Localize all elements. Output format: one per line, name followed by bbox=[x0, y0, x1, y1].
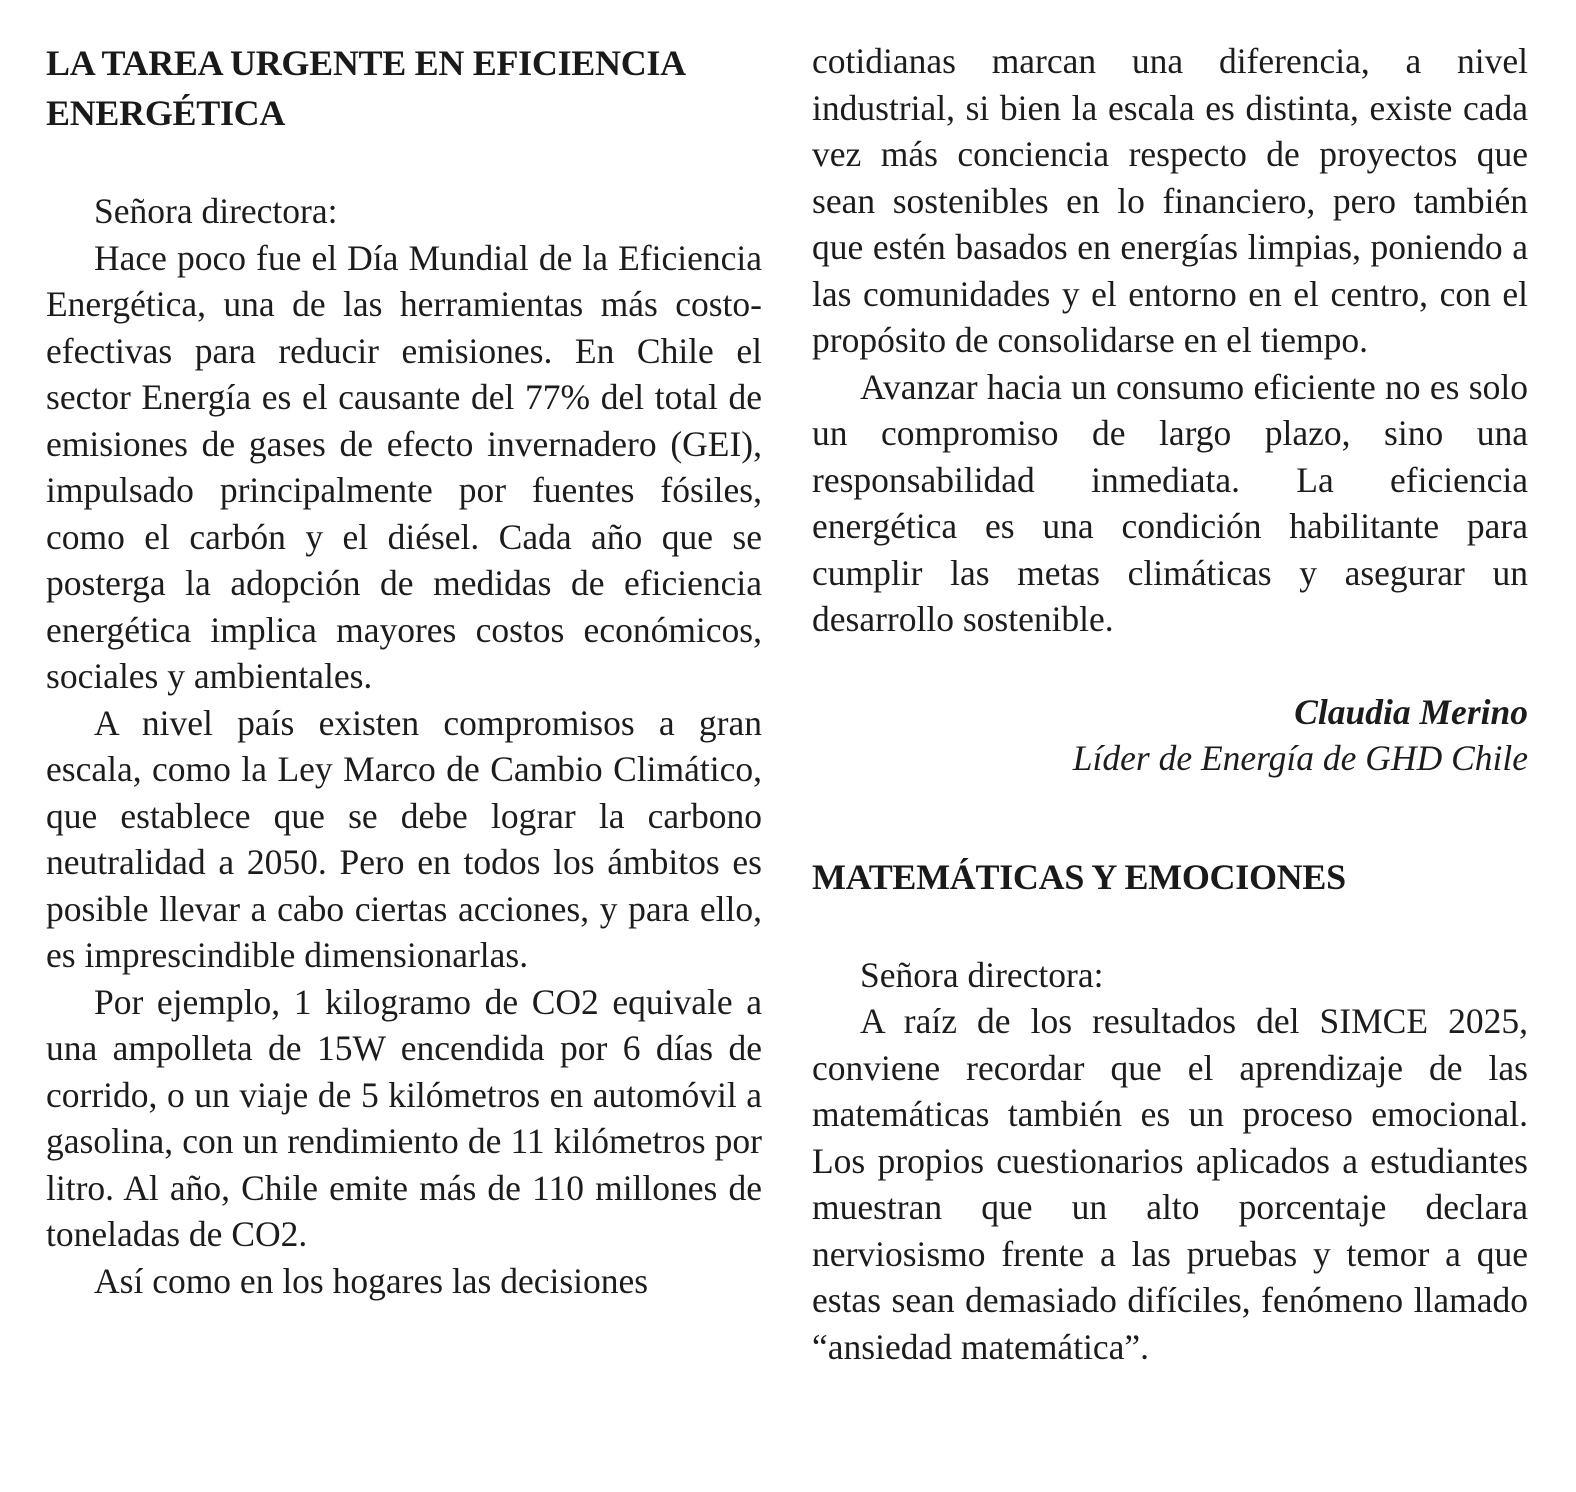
article2-paragraph-1: A raíz de los resultados del SIMCE 2025, conviene recordar que el aprendizaje de las matemáticas también es un proceso emocional. Los propios cuestionarios aplicados a estudiantes muestran que un alto porcentaje declara nerviosismo frente a las pruebas y temor a que estas sean demasiado difíciles, fenómeno llamado “ansiedad matemática”. bbox=[812, 1001, 1528, 1367]
article1-author-title: Líder de Energía de GHD Chile bbox=[1072, 738, 1528, 778]
article1-author-name: Claudia Merino bbox=[1294, 691, 1528, 732]
article1-salutation: Señora directora: bbox=[94, 191, 338, 231]
article1-paragraph-2: A nivel país existen compromisos a gran escala, como la Ley Marco de Cambio Climático, que establece que se debe lograr la carbono neutralidad a 2050. Pero en todos los ámbitos es posible llevar a cabo ciertas acciones, y para ello, es imprescindible dimensionarlas. bbox=[46, 702, 762, 975]
article1-paragraph-3: Por ejemplo, 1 kilogramo de CO2 equivale a una ampolleta de 15W encendida por 6 días de corrido, o un viaje de 5 kilómetros en automóvil a gasolina, con un rendimiento de 11 kilómetros por litro. Al año, Chile emite más de 110 millones de toneladas de CO2. bbox=[46, 981, 762, 1254]
article1-continuation-1: cotidianas marcan una diferencia, a nivel industrial, si bien la escala es distinta, existe cada vez más conciencia respecto de proyectos que sean sostenibles en lo financiero, pero también que estén basados en energías limpias, poniendo a las comunidades y el entorno en el centro, con el propósito de consolidarse en el tiempo. bbox=[812, 41, 1528, 360]
article1-continuation-2: Avanzar hacia un consumo eficiente no es solo un compromiso de largo plazo, sino una responsabilidad inmediata. La eficiencia energética es una condición habilitante para cumplir las metas climáticas y asegurar un desarrollo sostenible. bbox=[812, 366, 1528, 639]
article1-paragraph-4: Así como en los hogares las decisiones bbox=[94, 1260, 649, 1301]
article1-paragraph-1: Hace poco fue el Día Mundial de la Eficiencia Energética, una de las herramientas más costo-efectivas para reducir emisiones. En Chile el sector Energía es el causante del 77% del total de emisiones de gases de efecto invernadero (GEI), impulsado principalmente por fuentes fósiles, como el carbón y el diésel. Cada año que se posterga la adopción de medidas de eficiencia energética implica mayores costos económicos, sociales y ambientales. bbox=[46, 237, 762, 696]
left-column bbox=[46, 38, 762, 1304]
right-column bbox=[812, 38, 1528, 1370]
article2-headline: MATEMÁTICAS Y EMOCIONES bbox=[812, 856, 1346, 897]
article1-headline: LA TAREA URGENTE EN EFICIENCIA ENERGÉTICA bbox=[46, 43, 684, 133]
article2-salutation: Señora directora: bbox=[860, 954, 1104, 995]
